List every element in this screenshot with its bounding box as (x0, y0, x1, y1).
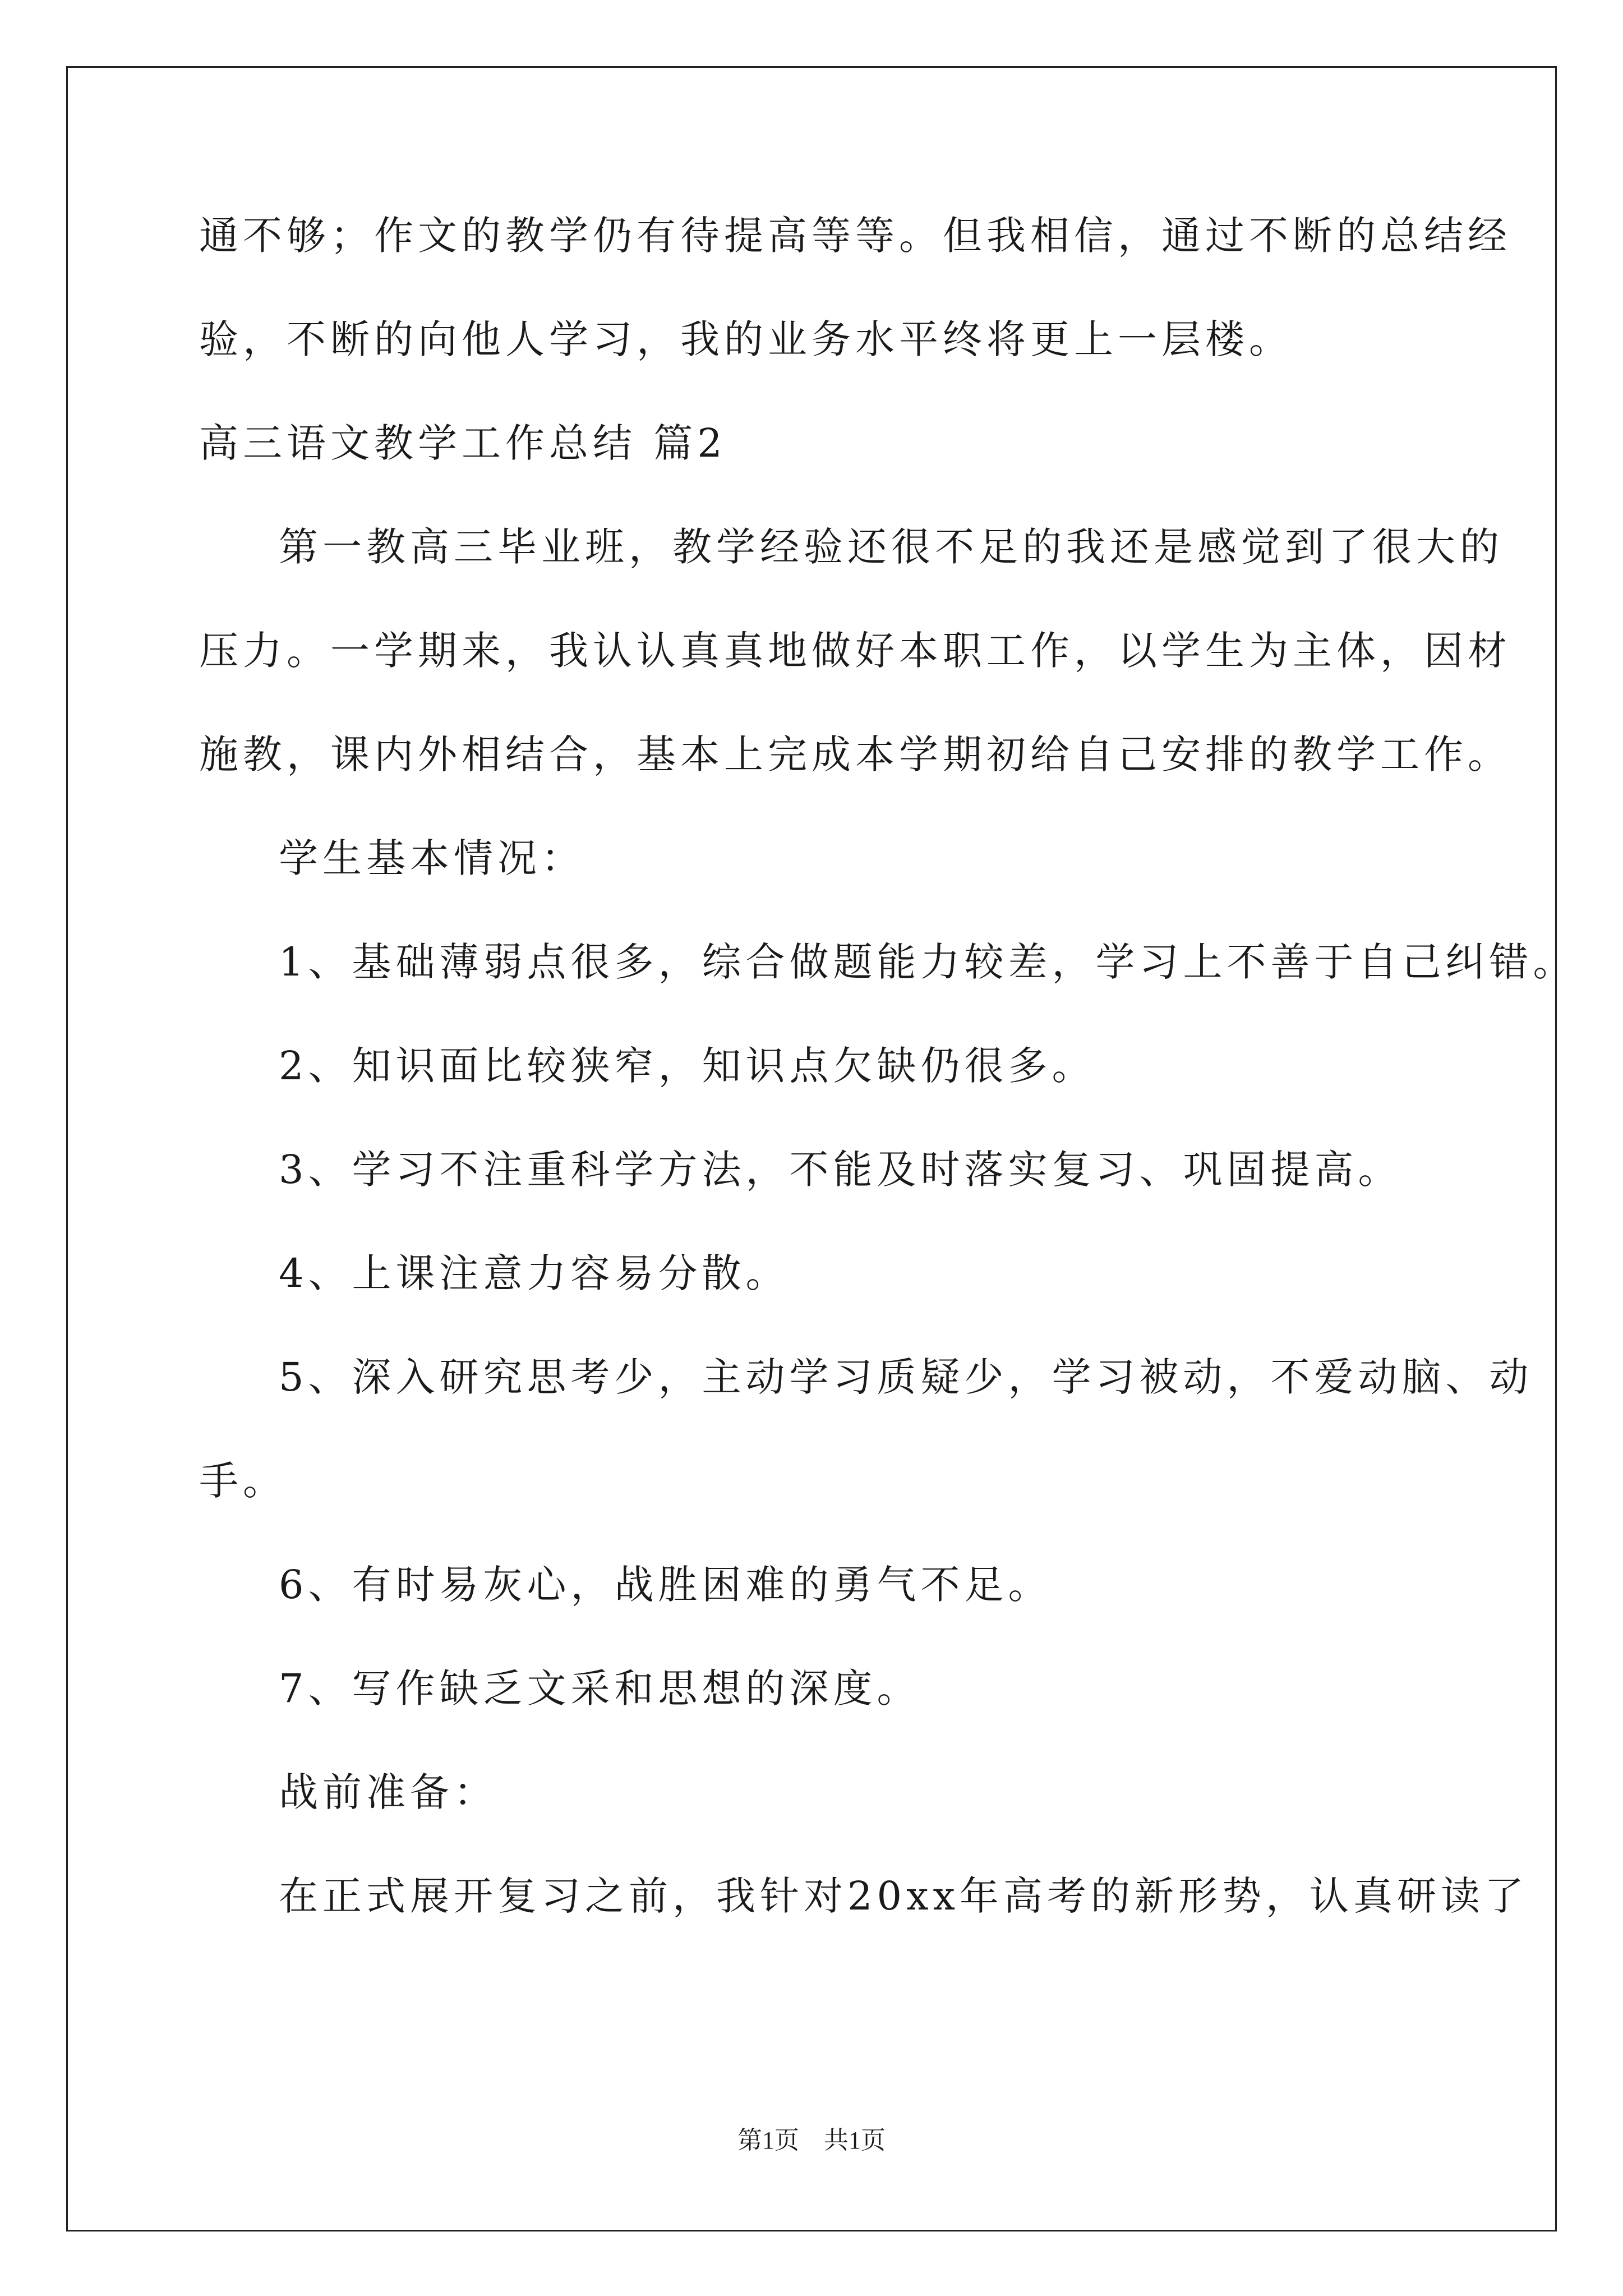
list-item: 1、基础薄弱点很多，综合做题能力较差，学习上不善于自己纠错。 (279, 939, 1577, 985)
list-item: 6、有时易灰心，战胜困难的勇气不足。 (279, 1562, 1052, 1608)
page-footer: 第1页 共1页 (737, 2127, 886, 2154)
list-item: 3、学习不注重科学方法，不能及时落实复习、巩固提高。 (279, 1147, 1402, 1193)
text-line: 验，不断的向他人学习，我的业务水平终将更上一层楼。 (199, 316, 1293, 362)
subheading: 战前准备： (279, 1769, 497, 1815)
list-item: 5、深入研究思考少，主动学习质疑少，学习被动，不爱动脑、动 (279, 1354, 1533, 1400)
list-item: 7、写作缺乏文采和思想的深度。 (279, 1665, 921, 1711)
text-line: 在正式展开复习之前，我针对20xx年高考的新形势，认真研读了 (279, 1873, 1529, 1919)
subheading: 学生基本情况： (279, 835, 585, 881)
section-heading: 高三语文教学工作总结 篇2 (199, 420, 727, 466)
text-line: 第一教高三毕业班，教学经验还很不足的我还是感觉到了很大的 (279, 524, 1504, 570)
list-item: 4、上课注意力容易分散。 (279, 1250, 790, 1296)
list-item: 2、知识面比较狭窄，知识点欠缺仍很多。 (279, 1043, 1096, 1089)
text-line: 通不够；作文的教学仍有待提高等等。但我相信，通过不断的总结经 (199, 213, 1511, 259)
text-line: 压力。一学期来，我认认真真地做好本职工作，以学生为主体，因材 (199, 628, 1511, 674)
text-line: 手。 (199, 1458, 287, 1504)
text-line: 施教，课内外相结合，基本上完成本学期初给自己安排的教学工作。 (199, 731, 1511, 777)
